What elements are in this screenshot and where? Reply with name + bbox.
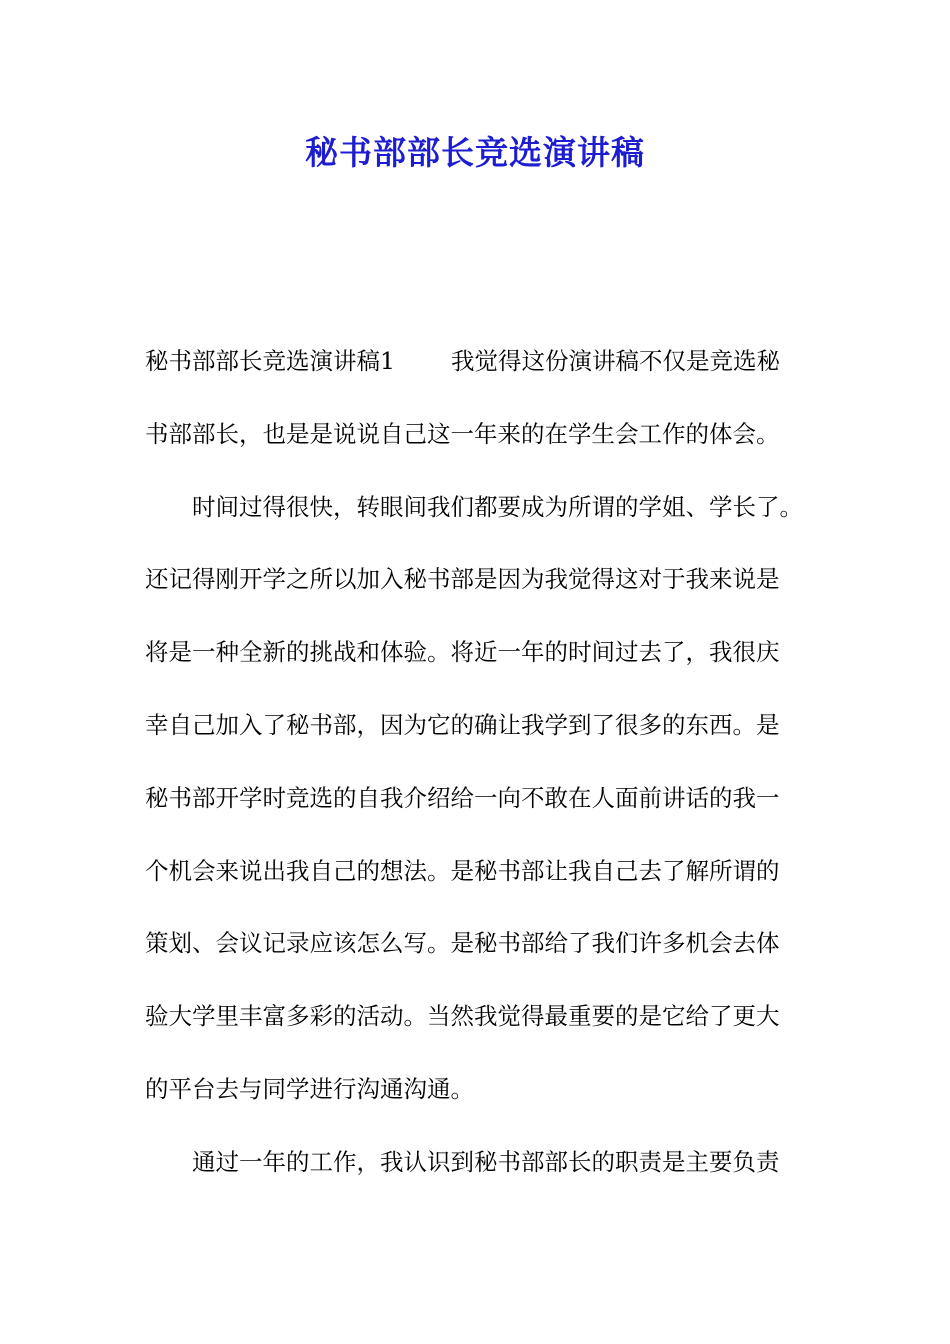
paragraph-line: 还记得刚开学之所以加入秘书部是因为我觉得这对于我来说是: [145, 565, 780, 594]
paragraph-line: 策划、会议记录应该怎么写。是秘书部给了我们许多机会去体: [145, 929, 780, 958]
document-body: [145, 339, 825, 1213]
paragraph-line: 时间过得很快，转眼间我们都要成为所谓的学姐、学长了。: [192, 492, 803, 521]
paragraph-line: 幸自己加入了秘书部，因为它的确让我学到了很多的东西。是: [145, 710, 780, 739]
paragraph-line: [145, 339, 825, 412]
paragraph-line: 个机会来说出我自己的想法。是秘书部让我自己去了解所谓的: [145, 856, 780, 885]
paragraph-line: 书部部长，也是是说说自己这一年来的在学生会工作的体会。: [145, 419, 780, 448]
paragraph-line: 通过一年的工作，我认识到秘书部部长的职责是主要负责: [192, 1147, 780, 1176]
paragraph-line: 验大学里丰富多彩的活动。当然我觉得最重要的是它给了更大: [145, 1002, 780, 1031]
section-heading: 秘书部部长竞选演讲稿1: [145, 347, 395, 375]
line-text: 我觉得这份演讲稿不仅是竞选秘: [450, 347, 780, 375]
paragraph-line: 将是一种全新的挑战和体验。将近一年的时间过去了，我很庆: [145, 638, 780, 667]
paragraph-line: 的平台去与同学进行沟通沟通。: [145, 1074, 474, 1103]
paragraph-line: 秘书部开学时竞选的自我介绍给一向不敢在人面前讲话的我一: [145, 783, 780, 812]
document-title: 秘书部部长竞选演讲稿: [305, 133, 645, 172]
